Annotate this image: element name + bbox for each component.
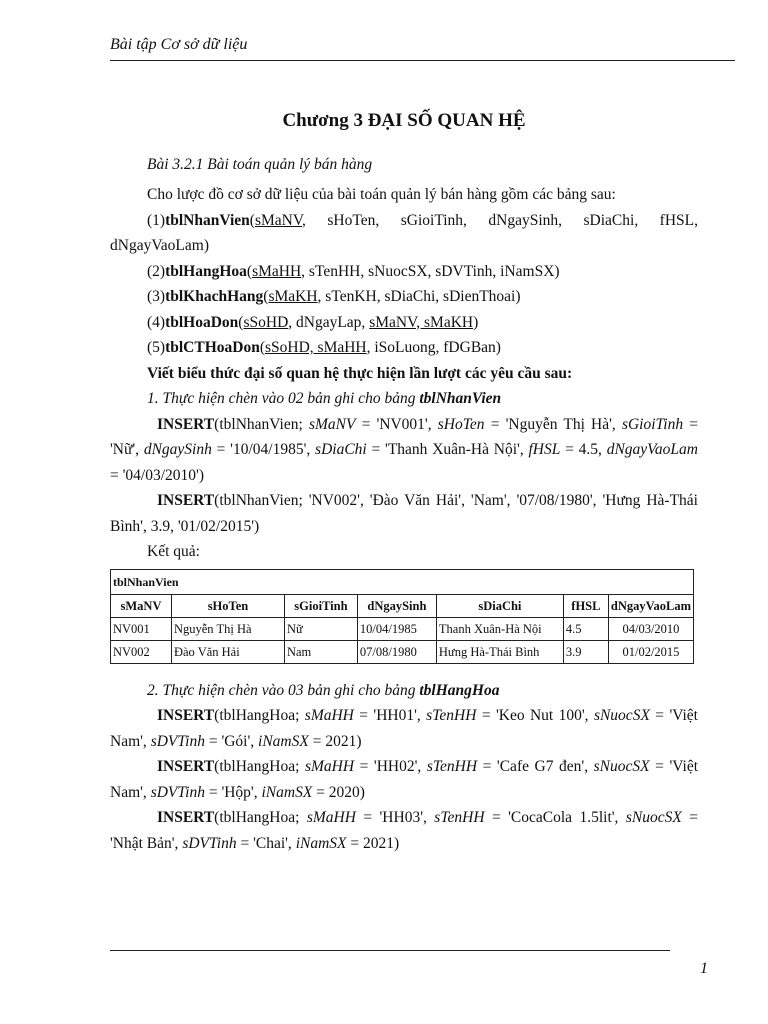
value: = 2021) bbox=[308, 732, 362, 750]
attr: fHSL bbox=[528, 441, 561, 458]
attr: sMaHH bbox=[304, 707, 354, 724]
task-table-name: tblHangHoa bbox=[419, 681, 500, 699]
value: = 'HH03', bbox=[355, 809, 435, 826]
insert-keyword: INSERT bbox=[157, 492, 215, 509]
spacer bbox=[110, 664, 698, 678]
result-table-title: tblNhanVien bbox=[111, 569, 694, 594]
column-header: dNgayVaoLam bbox=[608, 594, 693, 617]
attr: dNgayVaoLam bbox=[606, 441, 698, 458]
cell: Hưng Hà-Thái Bình bbox=[436, 640, 563, 663]
cell: Nam bbox=[284, 640, 357, 663]
footer-divider bbox=[110, 950, 670, 951]
schema-table-name: tblNhanVien bbox=[165, 211, 250, 229]
cell: 01/02/2015 bbox=[608, 640, 693, 663]
attr: sDVTinh bbox=[150, 783, 205, 801]
cell: 10/04/1985 bbox=[357, 617, 436, 640]
column-header: sGioiTinh bbox=[284, 594, 357, 617]
value: = 2021) bbox=[346, 834, 400, 852]
insert-target: (tblNhanVien; bbox=[214, 415, 309, 433]
value: = 2020) bbox=[312, 783, 365, 801]
cell: Nguyễn Thị Hà bbox=[171, 617, 284, 640]
schema-attributes: , sTenHH, sNuocSX, sDVTinh, iNamSX) bbox=[301, 262, 560, 280]
value: = 'HH01', bbox=[353, 707, 427, 724]
schema-number: (4) bbox=[147, 313, 166, 331]
attr: iNamSX bbox=[261, 783, 313, 801]
schema-attributes: , sHoTen, sGioiTinh, dNgaySinh, sDiaChi, fHSL, dNgayVaoLam) bbox=[110, 211, 698, 254]
value: = 'Việt Nam', bbox=[110, 707, 698, 750]
attr: sNuocSX bbox=[625, 809, 682, 826]
insert-keyword: INSERT bbox=[157, 707, 215, 724]
schema-paren: ( bbox=[249, 211, 255, 229]
schema-number: (1) bbox=[147, 211, 166, 229]
page-body bbox=[110, 108, 698, 856]
schema-paren: ( bbox=[238, 313, 244, 331]
insert-target: (tblHangHoa; bbox=[214, 809, 307, 826]
schema-paren: ( bbox=[263, 288, 269, 305]
insert-hh-2 bbox=[110, 754, 698, 805]
schema-primary-key: sMaKH bbox=[268, 288, 318, 305]
running-header: Bài tập Cơ sở dữ liệu bbox=[110, 36, 248, 53]
cell: NV002 bbox=[111, 640, 172, 663]
table-row bbox=[111, 617, 694, 640]
schema-foreign-keys: sMaNV, sMaKH bbox=[369, 313, 474, 331]
schema-table-name: tblCTHoaDon bbox=[165, 339, 260, 356]
value: = 'Chai', bbox=[236, 834, 296, 852]
value: = 'CocaCola 1.5lit', bbox=[484, 809, 626, 826]
result-table bbox=[110, 569, 694, 664]
column-header: sHoTen bbox=[171, 594, 284, 617]
schema-number: (2) bbox=[147, 262, 166, 280]
page-number: 1 bbox=[700, 960, 708, 977]
column-header: sMaNV bbox=[111, 594, 172, 617]
value: = 'Keo Nut 100', bbox=[476, 707, 594, 724]
attr: sMaHH bbox=[306, 809, 356, 826]
result-label: Kết quả: bbox=[147, 543, 200, 560]
attr: sTenHH bbox=[426, 758, 478, 775]
schema-line-2 bbox=[110, 259, 698, 285]
attr: iNamSX bbox=[295, 834, 347, 852]
cell: 3.9 bbox=[563, 640, 608, 663]
schema-attributes: , sTenKH, sDiaChi, sDienThoai) bbox=[317, 288, 521, 305]
schema-paren-close: ) bbox=[473, 313, 479, 331]
schema-number: (3) bbox=[147, 288, 166, 305]
insert-keyword: INSERT bbox=[157, 809, 215, 826]
schema-primary-key: sSoHD, sMaHH bbox=[265, 339, 367, 356]
insert-statement-1 bbox=[110, 412, 698, 489]
table-header-row bbox=[111, 594, 694, 617]
attr: sTenHH bbox=[434, 809, 485, 826]
value: = 'HH02', bbox=[354, 758, 427, 775]
task-text: 1. Thực hiện chèn vào 02 bản ghi cho bảng bbox=[147, 390, 420, 407]
value: = 'NV001', bbox=[355, 415, 438, 433]
cell: Nữ bbox=[284, 617, 357, 640]
column-header: fHSL bbox=[563, 594, 608, 617]
insert-keyword: INSERT bbox=[157, 415, 215, 433]
cell: 4.5 bbox=[563, 617, 608, 640]
cell: Đào Văn Hải bbox=[171, 640, 284, 663]
attr: dNgaySinh bbox=[143, 441, 212, 458]
value: = '04/03/2010') bbox=[110, 466, 204, 484]
value: = 'Việt Nam', bbox=[110, 758, 699, 801]
attr: sTenHH bbox=[426, 707, 477, 724]
value: = 'Nhật Bản', bbox=[110, 809, 699, 852]
schema-paren: ( bbox=[259, 339, 265, 356]
attr: sNuocSX bbox=[593, 707, 650, 724]
insert-target: (tblHangHoa; bbox=[214, 707, 305, 724]
schema-line-4 bbox=[110, 310, 698, 336]
schema-table-name: tblKhachHang bbox=[165, 288, 264, 305]
instruction-text: Viết biểu thức đại số quan hệ thực hiện lần lượt các yêu cầu sau: bbox=[147, 364, 573, 382]
attr: sDVTinh bbox=[182, 834, 237, 852]
schema-number: (5) bbox=[147, 339, 166, 356]
schema-paren: ( bbox=[246, 262, 253, 280]
schema-attributes: , dNgayLap, bbox=[288, 313, 370, 331]
insert-hh-1 bbox=[110, 703, 698, 754]
schema-primary-key: sMaNV bbox=[254, 211, 303, 229]
schema-line-3 bbox=[110, 284, 698, 310]
exercise-title: Bài 3.2.1 Bài toán quản lý bán hàng bbox=[147, 155, 373, 173]
cell: NV001 bbox=[111, 617, 172, 640]
schema-line-1 bbox=[110, 208, 698, 259]
schema-primary-key: sSoHD bbox=[243, 313, 289, 331]
cell: 04/03/2010 bbox=[608, 617, 693, 640]
value: = 'Nguyễn Thị Hà', bbox=[484, 415, 622, 433]
attr: sMaHH bbox=[304, 758, 355, 775]
attr: sNuocSX bbox=[593, 758, 650, 775]
schema-attributes: , iSoLuong, fDGBan) bbox=[366, 339, 501, 356]
schema-table-name: tblHangHoa bbox=[165, 262, 247, 280]
insert-target: (tblHangHoa; bbox=[214, 758, 305, 775]
task-text: 2. Thực hiện chèn vào 03 bản ghi cho bảng bbox=[147, 681, 420, 699]
attr: sDiaChi bbox=[315, 441, 367, 458]
insert-keyword: INSERT bbox=[157, 758, 215, 775]
table-row bbox=[111, 640, 694, 663]
column-header: dNgaySinh bbox=[357, 594, 436, 617]
value: = 'Gói', bbox=[204, 732, 259, 750]
chapter-title: Chương 3 ĐẠI SỐ QUAN HỆ bbox=[282, 110, 526, 131]
intro-paragraph: Cho lược đồ cơ sở dữ liệu của bài toán quản lý bán hàng gồm các bảng sau: bbox=[147, 186, 616, 203]
insert-values: (tblNhanVien; 'NV002', 'Đào Văn Hải', 'Nam', '07/08/1980', 'Hưng Hà-Thái Bình', 3.9, '01/02/2015') bbox=[110, 492, 698, 535]
insert-statement-2 bbox=[110, 488, 698, 539]
schema-line-5 bbox=[110, 335, 698, 361]
attr: sDVTinh bbox=[150, 732, 205, 750]
value: = 4.5, bbox=[560, 441, 607, 458]
schema-table-name: tblHoaDon bbox=[165, 313, 239, 331]
cell: Thanh Xuân-Hà Nội bbox=[436, 617, 563, 640]
value: = 'Thanh Xuân-Hà Nội', bbox=[366, 441, 529, 458]
value: = 'Cafe G7 đen', bbox=[477, 758, 594, 775]
value: = 'Nữ', bbox=[110, 415, 699, 458]
schema-primary-key: sMaHH bbox=[252, 262, 302, 280]
task-2-heading bbox=[147, 678, 698, 704]
attr: sMaNV bbox=[308, 415, 356, 433]
task-1-heading bbox=[147, 386, 698, 412]
value: = 'Hộp', bbox=[204, 783, 262, 801]
cell: 07/08/1980 bbox=[357, 640, 436, 663]
header-divider bbox=[110, 60, 735, 61]
attr: iNamSX bbox=[258, 732, 309, 750]
instruction bbox=[110, 361, 698, 387]
value: = '10/04/1985', bbox=[211, 441, 316, 458]
attr: sGioiTinh bbox=[621, 415, 684, 433]
task-table-name: tblNhanVien bbox=[419, 390, 502, 407]
insert-hh-3 bbox=[110, 805, 698, 856]
column-header: sDiaChi bbox=[436, 594, 563, 617]
attr: sHoTen bbox=[437, 415, 485, 433]
